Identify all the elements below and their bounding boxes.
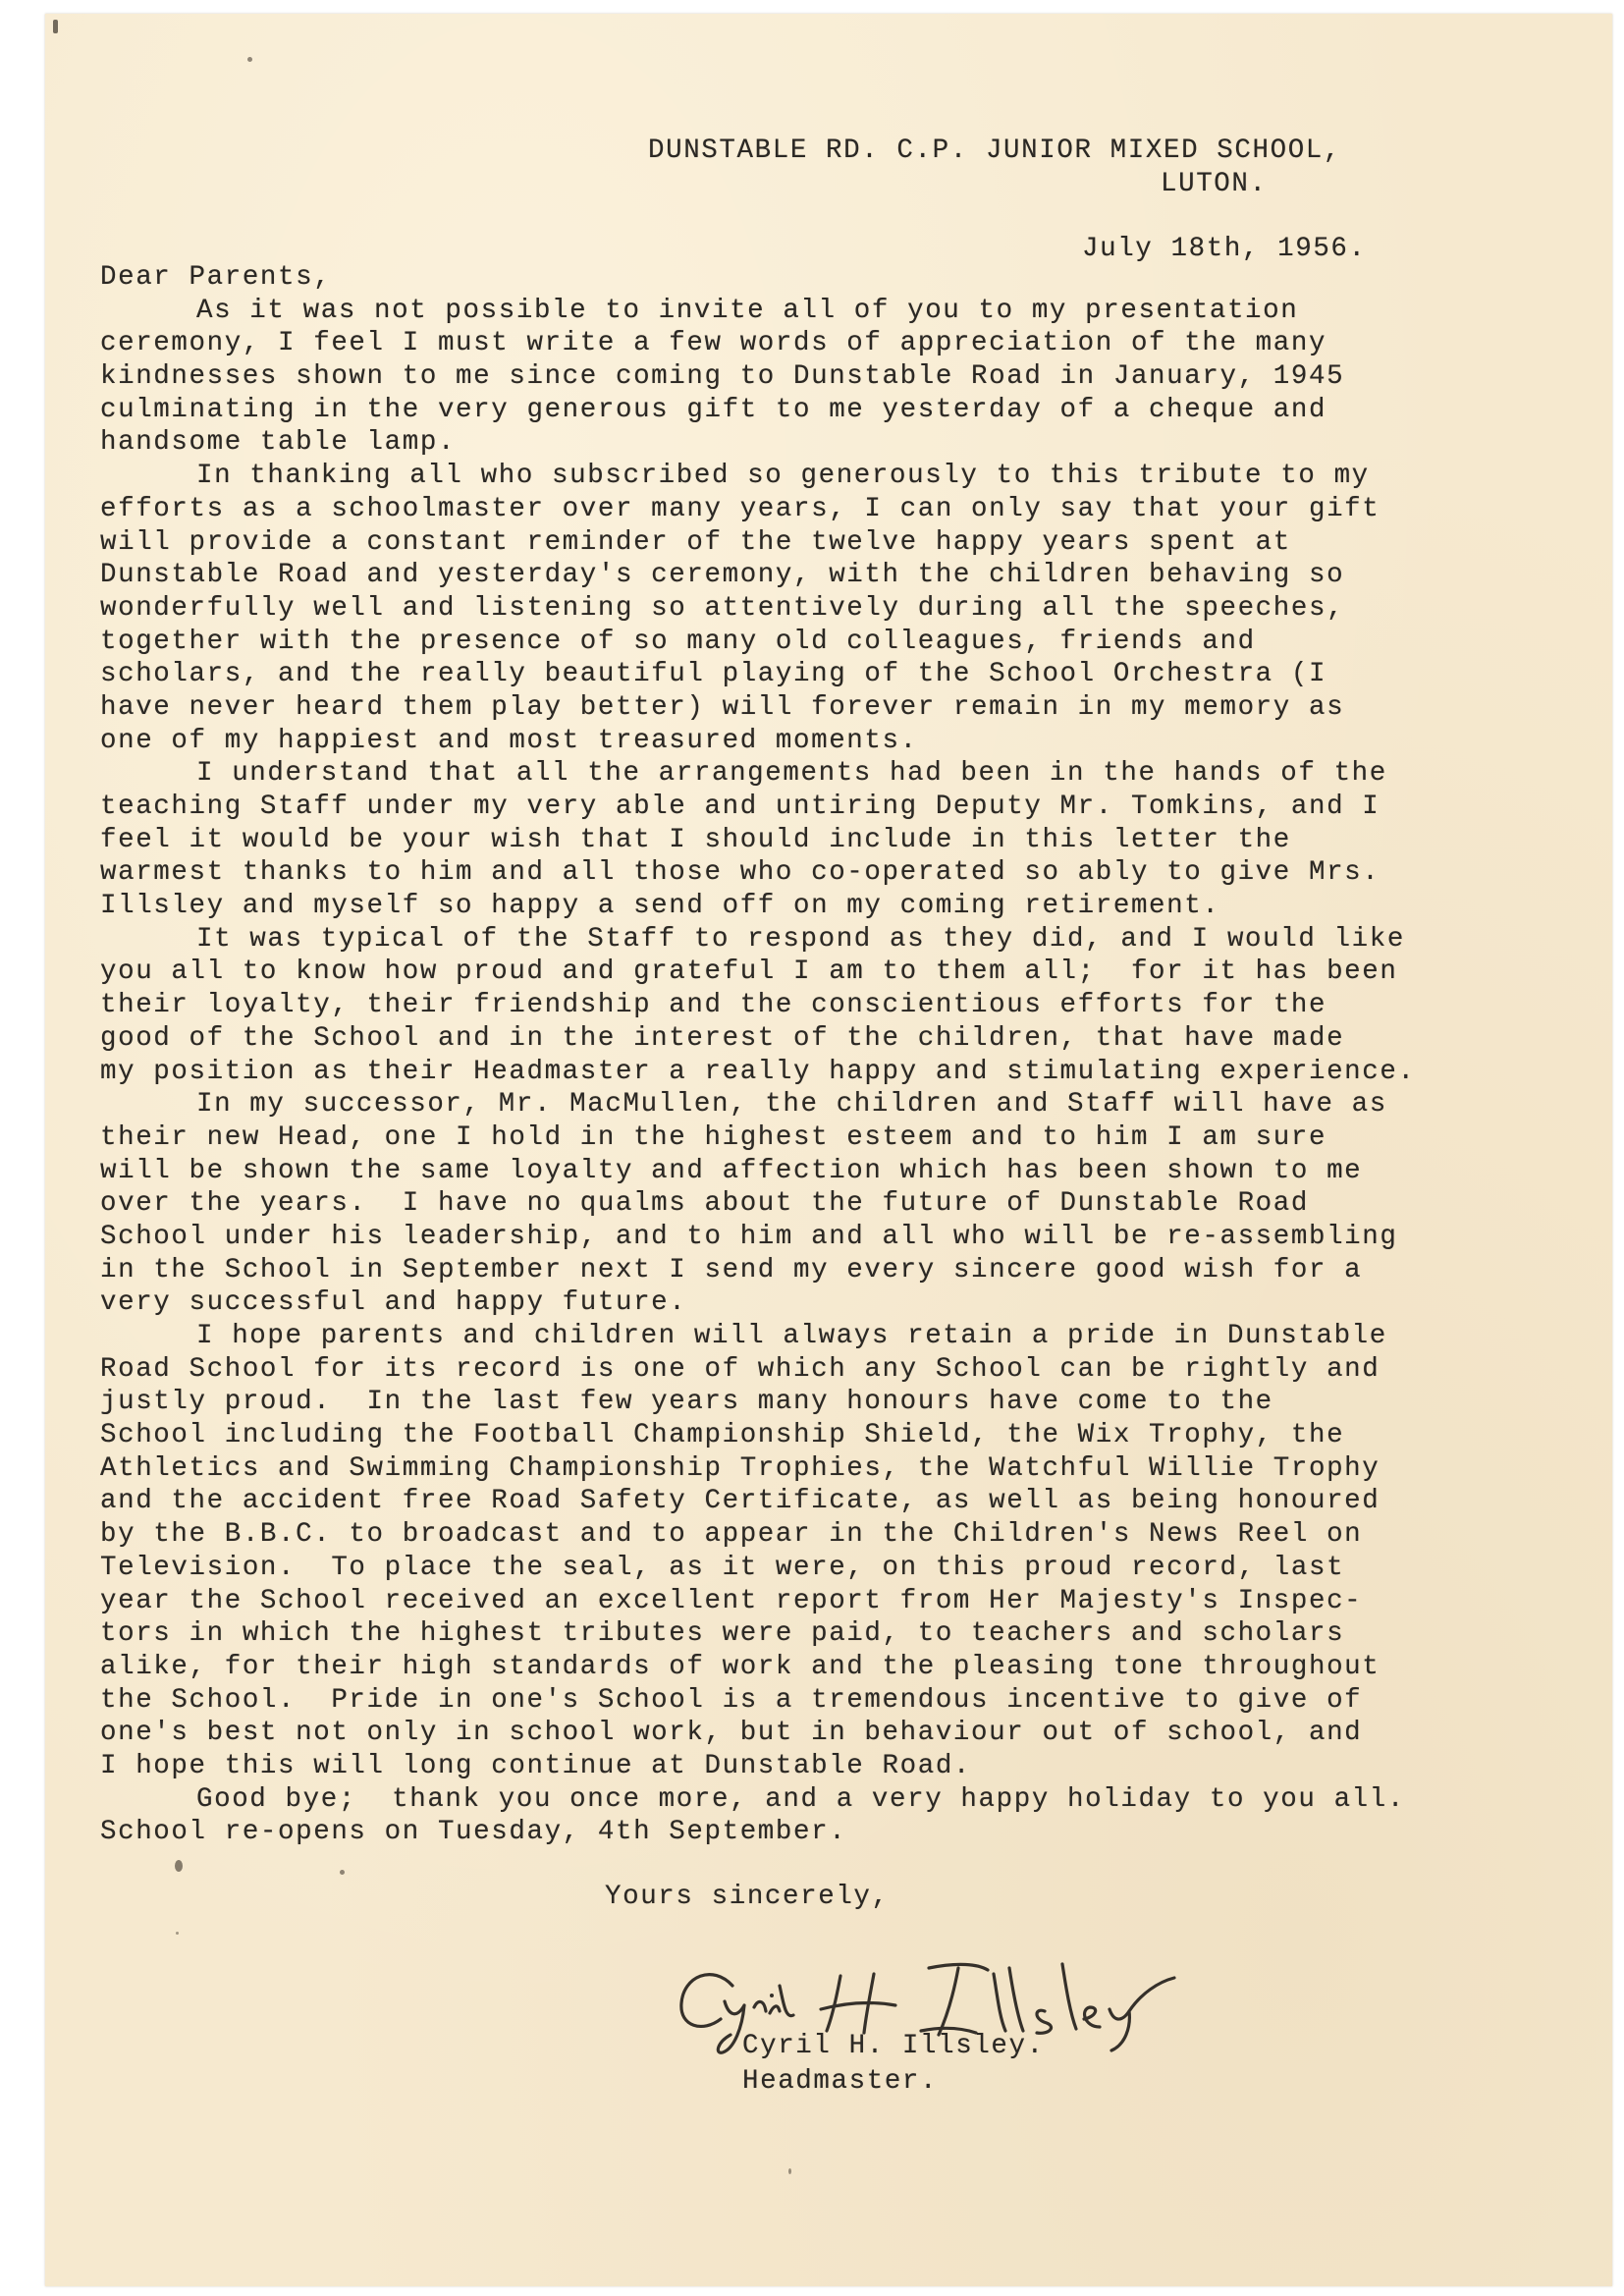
body-paragraphs <box>100 295 1543 1849</box>
body-line: their loyalty, their friendship and the conscientious efforts for the <box>100 990 1327 1021</box>
body-line: will be shown the same loyalty and affection which has been shown to me <box>100 1155 1363 1186</box>
letterhead-school-name: DUNSTABLE RD. C.P. JUNIOR MIXED SCHOOL, <box>648 136 1342 166</box>
body-line: feel it would be your wish that I should include in this letter the <box>100 824 1291 855</box>
body-line: very successful and happy future. <box>100 1287 687 1319</box>
signatory-title: Headmaster. <box>742 2066 939 2097</box>
body-line: have never heard them play better) will forever remain in my memory as <box>100 691 1345 723</box>
body-line: scholars, and the really beautiful playing of the School Orchestra (I <box>100 659 1327 690</box>
ink-speck <box>176 1932 179 1935</box>
body-line: Dunstable Road and yesterday's ceremony, with the children behaving so <box>100 560 1345 591</box>
body-line: in the School in September next I send my every sincere good wish for a <box>100 1254 1363 1285</box>
body-line: wonderfully well and listening so attentively during all the speeches, <box>100 592 1345 624</box>
body-line: Road School for its record is one of which any School can be rightly and <box>100 1353 1380 1385</box>
letterhead-town: LUTON. <box>1161 169 1268 199</box>
body-line: Athletics and Swimming Championship Trophies, the Watchful Willie Trophy <box>100 1452 1380 1484</box>
body-line: handsome table lamp. <box>100 427 457 459</box>
body-line: and the accident free Road Safety Certificate, as well as being honoured <box>100 1486 1380 1517</box>
body-line: Good bye; thank you once more, and a very happy holiday to you all. <box>196 1783 1405 1815</box>
body-line: one of my happiest and most treasured moments. <box>100 725 918 756</box>
body-line: I understand that all the arrangements had been in the hands of the <box>196 758 1387 790</box>
ink-speck <box>340 1870 345 1875</box>
body-line: warmest thanks to him and all those who co-operated so ably to give Mrs. <box>100 857 1380 889</box>
body-line: over the years. I have no qualms about the future of Dunstable Road <box>100 1188 1309 1220</box>
body-line: kindnesses shown to me since coming to Dunstable Road in January, 1945 <box>100 361 1345 393</box>
body-line: School under his leadership, and to him and all who will be re-assembling <box>100 1221 1398 1252</box>
body-line: School including the Football Championship Shield, the Wix Trophy, the <box>100 1420 1345 1451</box>
body-line: Television. To place the seal, as it were, on this proud record, last <box>100 1552 1345 1583</box>
body-line: their new Head, one I hold in the highest esteem and to him I am sure <box>100 1121 1327 1153</box>
body-line: I hope this will long continue at Dunstable Road. <box>100 1750 972 1781</box>
letter-body <box>100 261 1543 1849</box>
body-line: alike, for their high standards of work and the pleasing tone throughout <box>100 1651 1380 1682</box>
body-line: In my successor, Mr. MacMullen, the children and Staff will have as <box>196 1089 1387 1121</box>
body-line: In thanking all who subscribed so generously to this tribute to my <box>196 461 1370 492</box>
salutation: Dear Parents, <box>100 262 332 293</box>
body-line: As it was not possible to invite all of you to my presentation <box>196 295 1299 326</box>
body-line: efforts as a schoolmaster over many years, I can only say that your gift <box>100 493 1380 524</box>
body-line: year the School received an excellent report from Her Majesty's Inspec- <box>100 1585 1363 1616</box>
closing-phrase: Yours sincerely, <box>605 1882 890 1912</box>
body-line: will provide a constant reminder of the twelve happy years spent at <box>100 526 1291 558</box>
body-line: teaching Staff under my very able and untiring Deputy Mr. Tomkins, and I <box>100 792 1380 822</box>
ink-speck <box>175 1860 183 1872</box>
body-line: together with the presence of so many old colleagues, friends and <box>100 626 1256 657</box>
body-line: you all to know how proud and grateful I am to them all; for it has been <box>100 957 1398 988</box>
ink-speck <box>53 20 58 33</box>
body-line: It was typical of the Staff to respond as they did, and I would like <box>196 923 1405 955</box>
signatory-name: Cyril H. Illsley. <box>742 2031 1045 2061</box>
body-line: my position as their Headmaster a really happy and stimulating experience. <box>100 1056 1416 1087</box>
ink-speck <box>788 2168 791 2174</box>
body-line: one's best not only in school work, but in behaviour out of school, and <box>100 1718 1363 1749</box>
letter-date: July 18th, 1956. <box>1082 234 1367 264</box>
ink-speck <box>247 57 252 62</box>
body-line: I hope parents and children will always retain a pride in Dunstable <box>196 1321 1387 1351</box>
body-line: Illsley and myself so happy a send off on my coming retirement. <box>100 891 1220 922</box>
body-line: by the B.B.C. to broadcast and to appear in the Children's News Reel on <box>100 1519 1363 1551</box>
body-line: justly proud. In the last few years many honours have come to the <box>100 1387 1273 1418</box>
body-line: good of the School and in the interest of the children, that have made <box>100 1022 1345 1054</box>
body-line: the School. Pride in one's School is a tremendous incentive to give of <box>100 1684 1363 1716</box>
body-line: tors in which the highest tributes were paid, to teachers and scholars <box>100 1618 1345 1650</box>
body-line: School re-opens on Tuesday, 4th September. <box>100 1817 847 1848</box>
body-line: ceremony, I feel I must write a few words of appreciation of the many <box>100 328 1327 359</box>
body-line: culminating in the very generous gift to me yesterday of a cheque and <box>100 394 1327 425</box>
